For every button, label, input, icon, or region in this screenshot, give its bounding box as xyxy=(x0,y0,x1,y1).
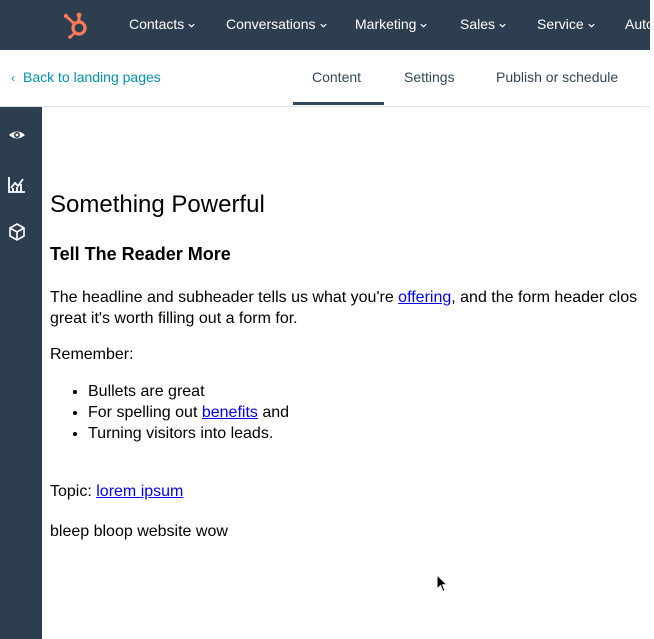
tab-label: Content xyxy=(312,69,362,85)
editor-sidebar xyxy=(0,107,42,639)
page-subheading[interactable]: Tell The Reader More xyxy=(50,244,231,264)
chevron-down-icon xyxy=(419,21,428,30)
remember-text[interactable]: Remember: xyxy=(50,346,134,363)
paragraph-text: , and the form header clos xyxy=(451,289,638,306)
footer-text[interactable]: bleep bloop website wow xyxy=(50,523,228,540)
nav-item-label: Marketing xyxy=(355,16,417,32)
list-item-text: and xyxy=(257,404,290,421)
nav-item-service[interactable] xyxy=(537,0,596,50)
nav-item-label: Contacts xyxy=(129,16,185,32)
tab-label: Settings xyxy=(404,69,455,85)
list-item-text: Turning visitors into leads. xyxy=(88,425,274,442)
mouse-pointer-icon xyxy=(436,574,448,593)
nav-item-label: Auto xyxy=(625,16,654,32)
chevron-down-icon xyxy=(498,21,507,30)
benefits-link[interactable]: benefits xyxy=(201,404,258,421)
back-to-landing-pages-link[interactable] xyxy=(11,69,161,85)
bullet-list[interactable] xyxy=(50,381,289,444)
nav-item-conversations[interactable] xyxy=(226,0,328,50)
nav-item-sales[interactable] xyxy=(460,0,507,50)
page-preview xyxy=(50,107,650,639)
page-heading[interactable]: Something Powerful xyxy=(50,191,265,218)
tab-settings[interactable] xyxy=(404,69,455,85)
list-item-text: For spelling out xyxy=(88,404,202,421)
list-item xyxy=(88,381,289,402)
list-item xyxy=(88,423,289,444)
paragraph-text: great it's worth filling out a form for. xyxy=(50,310,298,327)
topic-label: Topic: xyxy=(50,483,97,500)
chart-icon[interactable] xyxy=(7,174,27,194)
nav-item-label: Sales xyxy=(460,16,496,32)
nav-item-automation[interactable] xyxy=(625,0,654,50)
nav-item-label: Service xyxy=(537,16,584,32)
paragraph-text: The headline and subheader tells us what you're xyxy=(50,289,399,306)
nav-item-marketing[interactable] xyxy=(355,0,428,50)
nav-item-contacts[interactable] xyxy=(129,0,196,50)
intro-paragraph[interactable] xyxy=(50,287,637,329)
offering-link[interactable]: offering xyxy=(398,289,452,306)
cube-icon[interactable] xyxy=(7,222,27,242)
chevron-down-icon xyxy=(319,21,328,30)
list-item xyxy=(88,402,289,423)
topic-link[interactable]: lorem ipsum xyxy=(96,483,184,500)
back-link-label: Back to landing pages xyxy=(23,69,161,85)
eye-icon[interactable] xyxy=(7,125,27,145)
chevron-left-icon: ‹ xyxy=(11,71,15,85)
tab-publish-or-schedule[interactable] xyxy=(496,69,618,85)
chevron-down-icon xyxy=(187,21,196,30)
hubspot-logo-icon[interactable] xyxy=(61,11,91,39)
nav-item-label: Conversations xyxy=(226,16,316,32)
tab-label: Publish or schedule xyxy=(496,69,619,85)
tab-content[interactable] xyxy=(312,69,361,85)
editor-header-bar xyxy=(0,50,650,107)
active-tab-indicator xyxy=(293,102,384,105)
list-item-text: Bullets are great xyxy=(88,383,205,400)
topic-line[interactable] xyxy=(50,483,183,501)
chevron-down-icon xyxy=(587,21,596,30)
top-navigation xyxy=(0,0,654,50)
